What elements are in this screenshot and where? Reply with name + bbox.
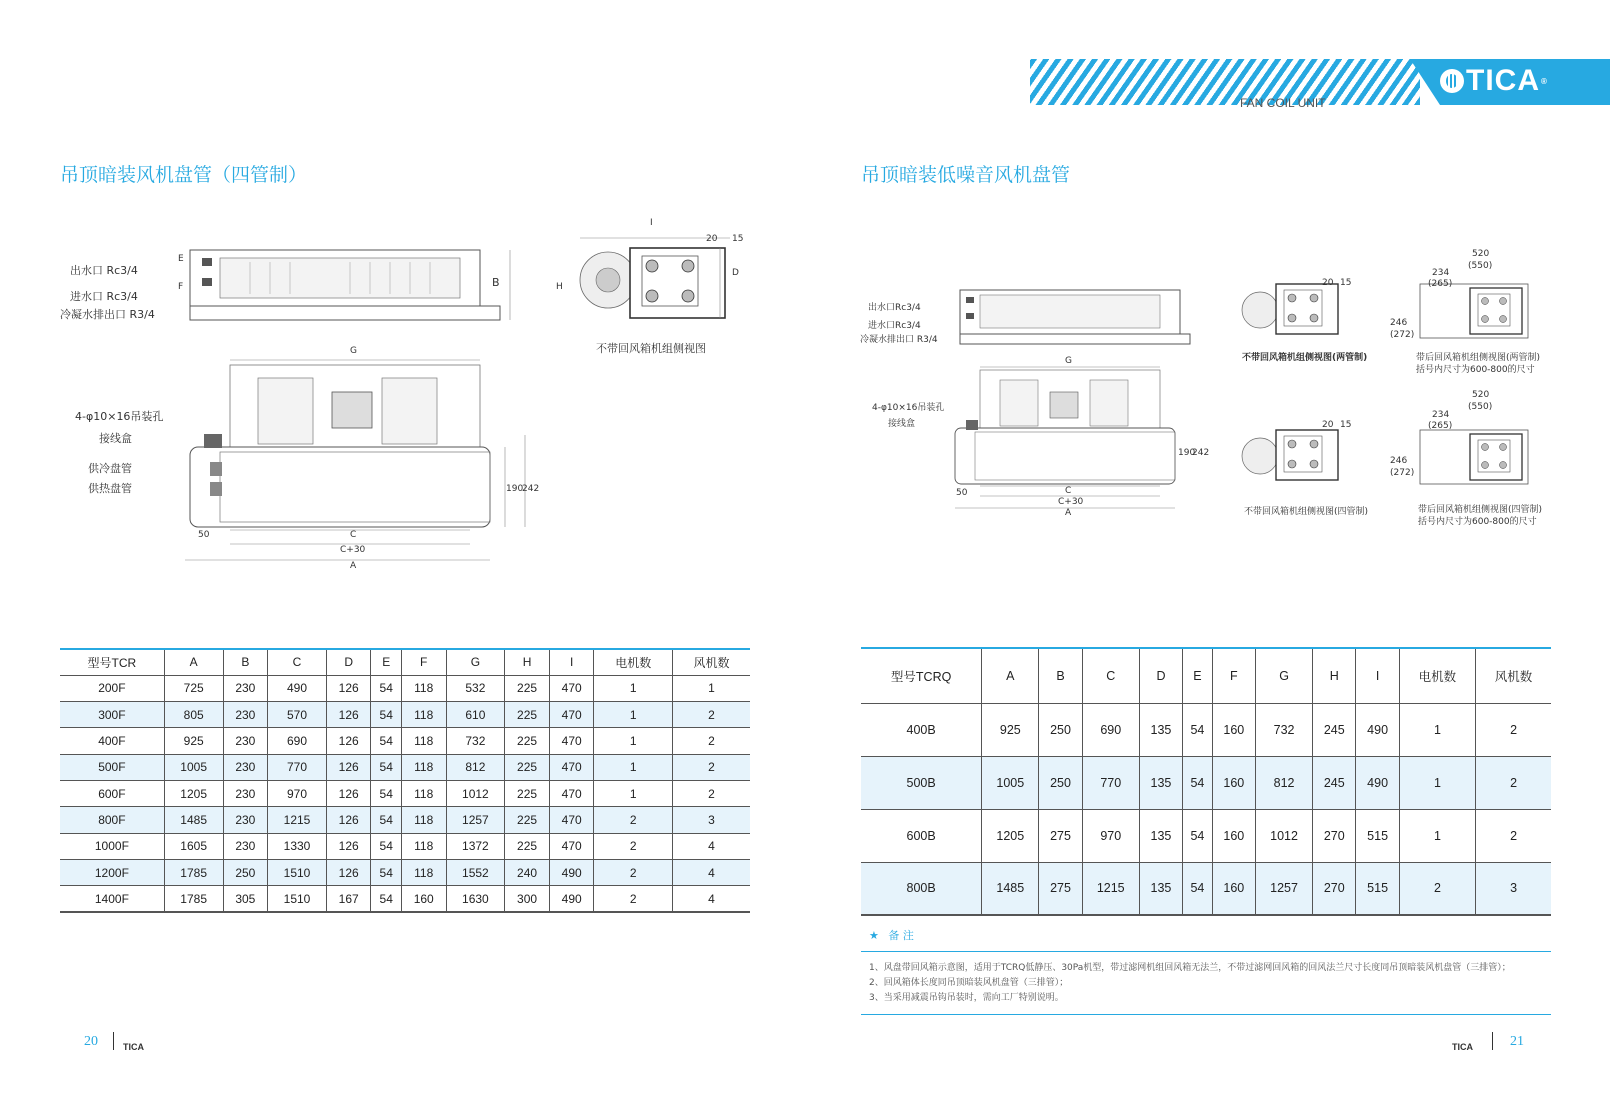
table-cell: 1 <box>594 728 673 754</box>
table-cell: 54 <box>371 833 401 859</box>
table-header-cell: 风机数 <box>1476 648 1551 703</box>
header-subtitle: FAN COIL UNIT <box>1240 96 1326 110</box>
table-cell: 126 <box>326 859 371 885</box>
model-cell: 400F <box>60 728 164 754</box>
table-cell: 1630 <box>446 886 505 912</box>
table-cell: 1 <box>594 702 673 728</box>
table-cell: 1510 <box>268 859 327 885</box>
table-cell: 225 <box>505 780 550 806</box>
right-junction-box-label: 接线盒 <box>888 419 916 429</box>
brand-name: TICA <box>1466 64 1540 97</box>
right-cap-rear-four-2: 括号内尺寸为600-800的尺寸 <box>1418 517 1537 527</box>
model-cell: 1200F <box>60 859 164 885</box>
table-cell: 118 <box>401 780 446 806</box>
table-cell: 54 <box>371 807 401 833</box>
table-cell: 1005 <box>164 754 223 780</box>
table-cell: 1485 <box>164 807 223 833</box>
table-cell: 250 <box>1039 703 1082 756</box>
table-cell: 470 <box>549 833 594 859</box>
table-cell: 160 <box>1212 862 1255 915</box>
note-line: 1、风盘带回风箱示意图，适用于TCRQ低静压、30Pa机型，带过滤网机组回风箱无法兰，不带过滤网回风箱的回风法兰尺寸长度同吊顶暗装风机盘管（三排管）； <box>869 963 1511 973</box>
table-header-cell: 电机数 <box>594 649 673 675</box>
right-rt-dim-550: (550) <box>1468 261 1493 271</box>
model-cell: 600B <box>861 809 982 862</box>
table-row <box>60 833 750 859</box>
table-row <box>861 809 1551 862</box>
table-cell: 1485 <box>982 862 1039 915</box>
right-fp-dim-20: 20 <box>1322 420 1334 430</box>
model-cell: 1000F <box>60 833 164 859</box>
table-cell: 2 <box>672 728 750 754</box>
table-header-cell: 型号TCR <box>87 655 137 670</box>
table-cell: 54 <box>1183 862 1213 915</box>
table-cell: 1372 <box>446 833 505 859</box>
left-outlet-label: 出水口 Rc3/4 <box>70 264 138 277</box>
table-cell: 270 <box>1313 862 1356 915</box>
right-tp-dim-15: 15 <box>1340 278 1352 288</box>
table-cell: 1205 <box>982 809 1039 862</box>
table-cell: 1605 <box>164 833 223 859</box>
table-header-cell: A <box>982 648 1039 703</box>
table-header-cell: B <box>1039 648 1082 703</box>
table-header-cell: H <box>1313 648 1356 703</box>
table-cell: 2 <box>1476 809 1551 862</box>
left-dim-190: 190 <box>506 484 524 494</box>
table-cell: 4 <box>672 833 750 859</box>
table-cell: 2 <box>594 807 673 833</box>
table-header-cell: D <box>326 649 371 675</box>
table-header-cell: G <box>446 649 505 675</box>
brand-logo: TICA ® <box>1440 64 1548 98</box>
table-cell: 1215 <box>268 807 327 833</box>
table-cell: 1257 <box>1256 862 1313 915</box>
left-page-number: 20 <box>84 1034 98 1049</box>
table-cell: 470 <box>549 754 594 780</box>
table-cell: 135 <box>1139 862 1182 915</box>
left-footer-brand: TICA <box>123 1042 144 1052</box>
table-cell: 490 <box>549 859 594 885</box>
table-header-row <box>861 648 1551 703</box>
table-cell: 54 <box>371 886 401 912</box>
right-rf-dim-265: (265) <box>1428 421 1453 431</box>
table-header-cell: I <box>1356 648 1399 703</box>
table-header-cell: C <box>268 649 327 675</box>
table-row <box>60 702 750 728</box>
table-cell: 118 <box>401 728 446 754</box>
table-cell: 1 <box>1399 756 1475 809</box>
table-row <box>60 675 750 701</box>
brand-mark-icon <box>1440 69 1464 93</box>
right-dim-242: 242 <box>1192 448 1210 458</box>
table-cell: 118 <box>401 702 446 728</box>
table-cell: 160 <box>1212 809 1255 862</box>
table-header-cell: 型号TCRQ <box>890 669 952 684</box>
table-cell: 812 <box>1256 756 1313 809</box>
table-cell: 230 <box>223 780 268 806</box>
left-dim-50: 50 <box>198 530 210 540</box>
table-cell: 3 <box>1476 862 1551 915</box>
table-cell: 470 <box>549 675 594 701</box>
right-front-drawing <box>950 285 1200 355</box>
table-cell: 118 <box>401 675 446 701</box>
notes-body <box>861 957 1551 1015</box>
notes-heading-text: 备 注 <box>888 929 914 942</box>
table-cell: 1552 <box>446 859 505 885</box>
table-cell: 4 <box>672 886 750 912</box>
note-line: 2、回风箱体长度同吊顶暗装风机盘管（三排管）； <box>869 978 1069 988</box>
table-cell: 118 <box>401 754 446 780</box>
star-icon: ★ <box>869 929 879 942</box>
table-header-cell: I <box>549 649 594 675</box>
right-rt-dim-520: 520 <box>1472 249 1490 259</box>
table-cell: 1 <box>594 754 673 780</box>
table-cell: 54 <box>371 780 401 806</box>
left-hanging-holes-label: 4-φ10×16吊装孔 <box>75 410 164 423</box>
table-cell: 54 <box>1183 756 1213 809</box>
table-cell: 725 <box>164 675 223 701</box>
model-cell: 800B <box>861 862 982 915</box>
table-cell: 275 <box>1039 862 1082 915</box>
left-dim-c: C <box>350 530 357 540</box>
table-cell: 2 <box>672 702 750 728</box>
table-cell: 490 <box>549 886 594 912</box>
table-cell: 250 <box>223 859 268 885</box>
table-cell: 2 <box>1399 862 1475 915</box>
right-tp-dim-20: 20 <box>1322 278 1334 288</box>
table-cell: 690 <box>268 728 327 754</box>
table-cell: 230 <box>223 807 268 833</box>
table-cell: 167 <box>326 886 371 912</box>
table-cell: 245 <box>1313 756 1356 809</box>
table-cell: 54 <box>1183 703 1213 756</box>
left-dim-b: B <box>492 276 500 289</box>
table-cell: 250 <box>1039 756 1082 809</box>
left-inlet-label: 进水口 Rc3/4 <box>70 290 138 303</box>
table-header-cell: A <box>164 649 223 675</box>
left-side-caption: 不带回风箱机组侧视图 <box>596 342 706 355</box>
right-rt-dim-246: 246 <box>1390 318 1408 328</box>
table-cell: 1785 <box>164 859 223 885</box>
table-cell: 610 <box>446 702 505 728</box>
model-cell: 400B <box>861 703 982 756</box>
right-fp-dim-15: 15 <box>1340 420 1352 430</box>
table-cell: 225 <box>505 833 550 859</box>
left-dim-h: H <box>556 282 563 292</box>
right-rf-dim-246: 246 <box>1390 456 1408 466</box>
table-cell: 812 <box>446 754 505 780</box>
table-cell: 54 <box>371 728 401 754</box>
right-rf-dim-520: 520 <box>1472 390 1490 400</box>
table-cell: 305 <box>223 886 268 912</box>
table-cell: 732 <box>1256 703 1313 756</box>
right-cap-four-pipe: 不带回风箱机组侧视图(四管制) <box>1244 507 1369 517</box>
table-cell: 570 <box>268 702 327 728</box>
table-cell: 225 <box>505 807 550 833</box>
table-cell: 690 <box>1082 703 1139 756</box>
table-header-cell: E <box>371 649 401 675</box>
table-header-cell: E <box>1183 648 1213 703</box>
left-hot-coil-label: 供热盘管 <box>88 482 132 495</box>
table-cell: 54 <box>371 859 401 885</box>
table-cell: 230 <box>223 754 268 780</box>
table-cell: 135 <box>1139 703 1182 756</box>
note-line: 3、当采用减震吊钩吊装时，需向工厂特别说明。 <box>869 993 1064 1003</box>
table-header-cell: 风机数 <box>672 649 750 675</box>
table-row <box>60 780 750 806</box>
table-row <box>861 756 1551 809</box>
table-header-cell: H <box>505 649 550 675</box>
table-cell: 240 <box>505 859 550 885</box>
right-cap-rear-two-1: 带后回风箱机组侧视图(两管制) <box>1416 353 1541 363</box>
table-cell: 126 <box>326 702 371 728</box>
table-cell: 1 <box>1399 809 1475 862</box>
left-dim-g: G <box>350 346 357 356</box>
right-hanging-holes-label: 4-φ10×16吊装孔 <box>872 403 945 413</box>
table-cell: 1012 <box>446 780 505 806</box>
notes-heading <box>861 920 1551 952</box>
left-section-title: 吊顶暗装风机盘管（四管制） <box>60 164 308 186</box>
right-footer-brand: TICA <box>1452 1042 1473 1052</box>
right-dim-g: G <box>1065 356 1072 366</box>
table-cell: 970 <box>1082 809 1139 862</box>
model-cell: 500B <box>861 756 982 809</box>
right-spec-table <box>861 647 1551 916</box>
table-header-cell: 电机数 <box>1399 648 1475 703</box>
table-cell: 470 <box>549 780 594 806</box>
right-rf-dim-272: (272) <box>1390 468 1415 478</box>
table-cell: 770 <box>268 754 327 780</box>
table-header-cell: F <box>401 649 446 675</box>
table-cell: 126 <box>326 807 371 833</box>
right-dim-c: C <box>1065 486 1072 496</box>
table-cell: 1 <box>672 675 750 701</box>
table-cell: 1510 <box>268 886 327 912</box>
table-cell: 470 <box>549 728 594 754</box>
table-cell: 54 <box>371 675 401 701</box>
left-dim-15: 15 <box>732 234 744 244</box>
table-cell: 275 <box>1039 809 1082 862</box>
table-header-row <box>60 649 750 675</box>
left-dim-242: 242 <box>522 484 540 494</box>
table-row <box>861 862 1551 915</box>
table-cell: 118 <box>401 807 446 833</box>
left-dim-i: I <box>650 218 653 228</box>
table-cell: 225 <box>505 754 550 780</box>
table-row <box>60 728 750 754</box>
model-cell: 500F <box>60 754 164 780</box>
table-cell: 1205 <box>164 780 223 806</box>
model-cell: 200F <box>60 675 164 701</box>
table-cell: 1330 <box>268 833 327 859</box>
table-cell: 54 <box>371 702 401 728</box>
table-cell: 2 <box>672 754 750 780</box>
left-spec-table <box>60 648 750 913</box>
right-cap-rear-four-1: 带后回风箱机组侧视图(四管制) <box>1418 505 1543 515</box>
table-cell: 135 <box>1139 809 1182 862</box>
right-footer-divider <box>1492 1032 1493 1050</box>
right-rear-two-pipe <box>1410 258 1540 348</box>
table-cell: 300 <box>505 886 550 912</box>
table-cell: 160 <box>1212 703 1255 756</box>
left-dim-c30: C+30 <box>340 545 366 555</box>
table-cell: 225 <box>505 728 550 754</box>
table-cell: 490 <box>268 675 327 701</box>
right-dim-50: 50 <box>956 488 968 498</box>
table-cell: 925 <box>164 728 223 754</box>
table-cell: 515 <box>1356 862 1399 915</box>
table-cell: 126 <box>326 754 371 780</box>
table-cell: 118 <box>401 859 446 885</box>
table-cell: 2 <box>672 780 750 806</box>
right-dim-a: A <box>1065 508 1072 518</box>
table-cell: 160 <box>401 886 446 912</box>
left-front-drawing <box>180 230 540 340</box>
table-cell: 126 <box>326 780 371 806</box>
table-cell: 470 <box>549 702 594 728</box>
table-cell: 54 <box>1183 809 1213 862</box>
left-junction-box-label: 接线盒 <box>99 432 132 445</box>
right-section-title: 吊顶暗装低噪音风机盘管 <box>861 164 1071 186</box>
table-cell: 225 <box>505 702 550 728</box>
right-rt-dim-272: (272) <box>1390 330 1415 340</box>
left-dim-f: F <box>178 282 184 292</box>
table-cell: 118 <box>401 833 446 859</box>
table-cell: 126 <box>326 833 371 859</box>
table-cell: 2 <box>594 886 673 912</box>
table-cell: 230 <box>223 833 268 859</box>
left-dim-20: 20 <box>706 234 718 244</box>
table-row <box>60 807 750 833</box>
header-stripes <box>1030 59 1420 105</box>
table-cell: 732 <box>446 728 505 754</box>
right-drain-label: 冷凝水排出口 R3/4 <box>860 335 938 345</box>
left-dim-d: D <box>732 268 739 278</box>
table-cell: 1005 <box>982 756 1039 809</box>
table-cell: 925 <box>982 703 1039 756</box>
model-cell: 600F <box>60 780 164 806</box>
table-cell: 1785 <box>164 886 223 912</box>
table-cell: 126 <box>326 728 371 754</box>
table-cell: 1257 <box>446 807 505 833</box>
left-dim-a: A <box>350 561 357 571</box>
table-row <box>861 703 1551 756</box>
table-cell: 230 <box>223 675 268 701</box>
table-cell: 970 <box>268 780 327 806</box>
table-header-cell: B <box>223 649 268 675</box>
table-header-cell: D <box>1139 648 1182 703</box>
right-rf-dim-234: 234 <box>1432 410 1450 420</box>
table-cell: 805 <box>164 702 223 728</box>
table-cell: 160 <box>1212 756 1255 809</box>
right-dim-c30: C+30 <box>1058 497 1084 507</box>
table-cell: 1012 <box>1256 809 1313 862</box>
table-cell: 1 <box>594 675 673 701</box>
table-row <box>60 886 750 912</box>
left-drain-label: 冷凝水排出口 R3/4 <box>60 308 155 321</box>
right-outlet-label: 出水口Rc3/4 <box>868 303 921 313</box>
left-cold-coil-label: 供冷盘管 <box>88 462 132 475</box>
table-cell: 135 <box>1139 756 1182 809</box>
right-rt-dim-234: 234 <box>1432 268 1450 278</box>
table-header-cell: G <box>1256 648 1313 703</box>
table-cell: 490 <box>1356 703 1399 756</box>
table-row <box>60 754 750 780</box>
table-cell: 2 <box>594 859 673 885</box>
table-cell: 490 <box>1356 756 1399 809</box>
right-dim-190: 190 <box>1178 448 1196 458</box>
table-cell: 2 <box>1476 703 1551 756</box>
table-header-cell: C <box>1082 648 1139 703</box>
table-cell: 1 <box>1399 703 1475 756</box>
table-cell: 270 <box>1313 809 1356 862</box>
table-cell: 2 <box>1476 756 1551 809</box>
model-cell: 800F <box>60 807 164 833</box>
table-cell: 770 <box>1082 756 1139 809</box>
right-rear-four-pipe <box>1410 404 1540 494</box>
table-header-cell: F <box>1212 648 1255 703</box>
table-row <box>60 859 750 885</box>
right-inlet-label: 进水口Rc3/4 <box>868 321 921 331</box>
model-cell: 300F <box>60 702 164 728</box>
table-cell: 245 <box>1313 703 1356 756</box>
right-rf-dim-550: (550) <box>1468 402 1493 412</box>
table-cell: 1 <box>594 780 673 806</box>
table-cell: 515 <box>1356 809 1399 862</box>
table-cell: 2 <box>594 833 673 859</box>
table-cell: 230 <box>223 702 268 728</box>
right-rt-dim-265: (265) <box>1428 279 1453 289</box>
right-cap-rear-two-2: 括号内尺寸为600-800的尺寸 <box>1416 365 1535 375</box>
table-cell: 3 <box>672 807 750 833</box>
right-page-number: 21 <box>1510 1034 1524 1049</box>
table-cell: 230 <box>223 728 268 754</box>
table-cell: 225 <box>505 675 550 701</box>
right-cap-two-pipe: 不带回风箱机组侧视图(两管制) <box>1242 353 1368 363</box>
table-cell: 4 <box>672 859 750 885</box>
model-cell: 1400F <box>60 886 164 912</box>
table-cell: 54 <box>371 754 401 780</box>
left-footer-divider <box>113 1032 114 1050</box>
left-dim-e: E <box>178 254 184 264</box>
table-cell: 1215 <box>1082 862 1139 915</box>
table-cell: 532 <box>446 675 505 701</box>
table-cell: 470 <box>549 807 594 833</box>
table-cell: 126 <box>326 675 371 701</box>
